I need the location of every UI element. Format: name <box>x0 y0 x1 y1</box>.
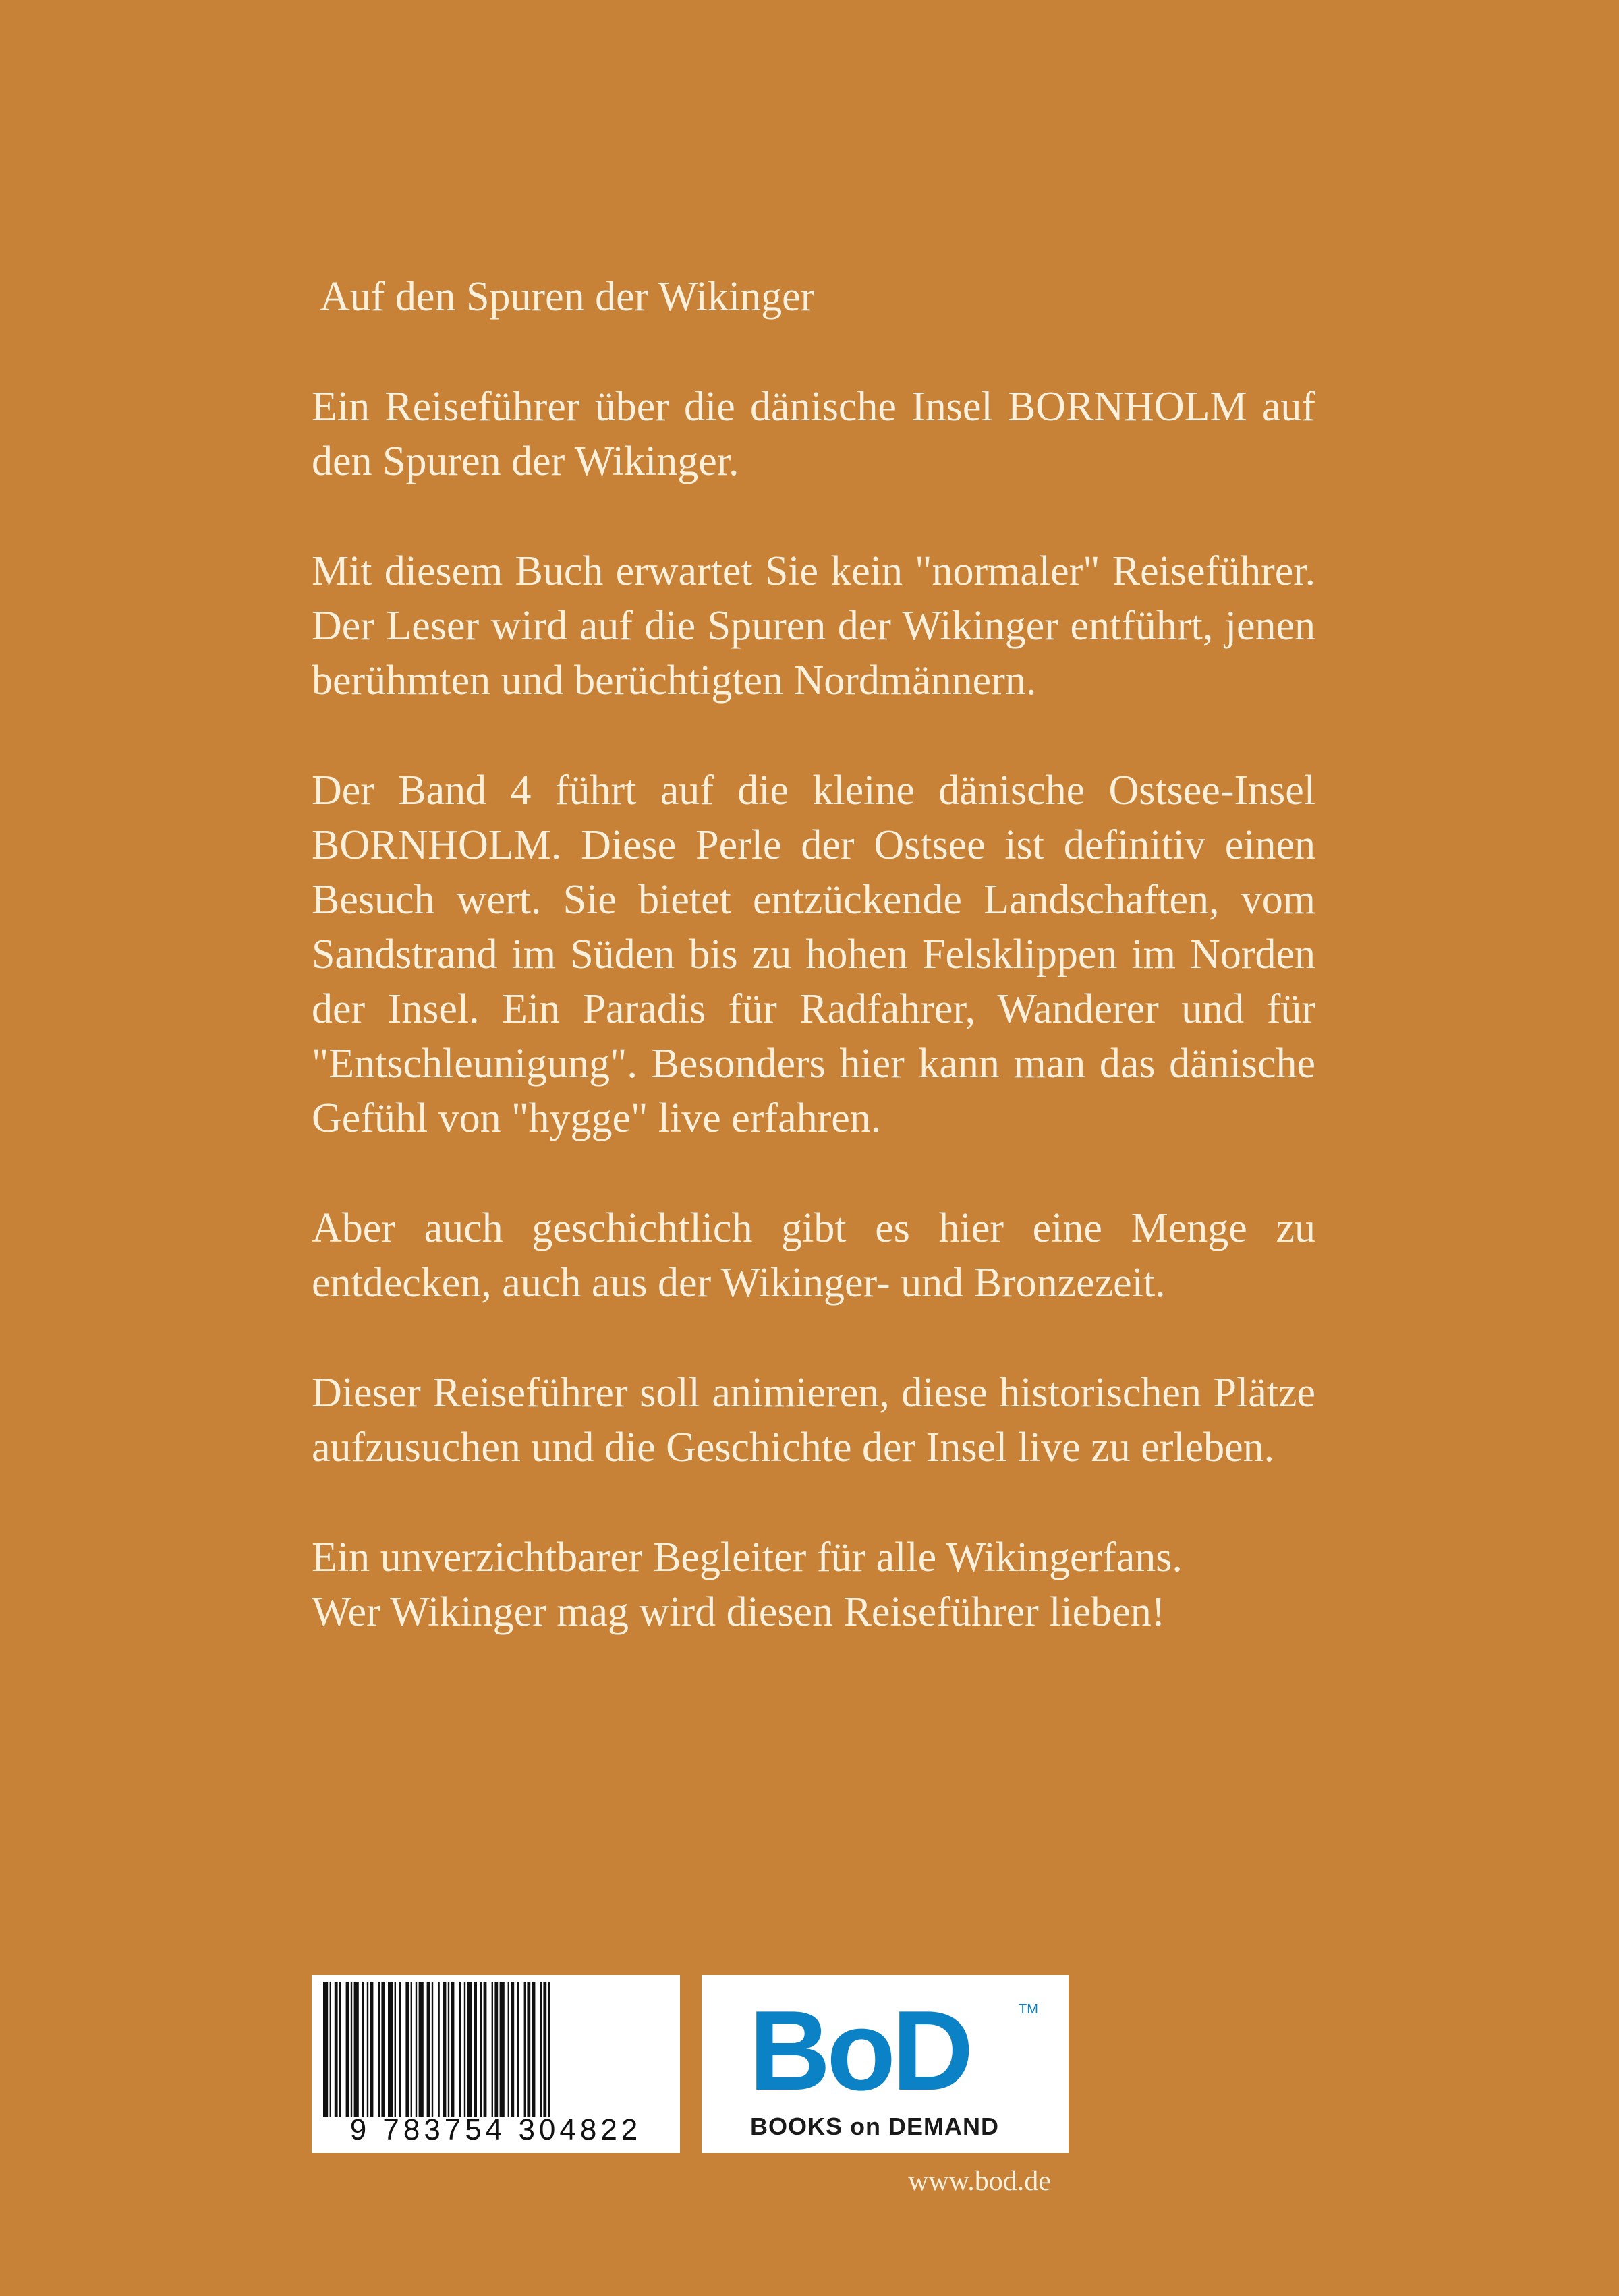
barcode-bars <box>323 1982 669 2117</box>
barcode-bar <box>492 1982 493 2117</box>
barcode-bar <box>524 1982 526 2117</box>
barcode-bar <box>432 1982 433 2117</box>
barcode-bar <box>508 1982 509 2117</box>
barcode-bar <box>367 1982 368 2117</box>
back-cover-text <box>312 270 1315 1695</box>
barcode-bar <box>540 1982 542 2117</box>
barcode-bar <box>443 1982 447 2117</box>
barcode-bar <box>416 1982 417 2117</box>
barcode-bar <box>405 1982 409 2117</box>
book-title: Auf den Spuren der Wikinger <box>320 274 815 320</box>
barcode-bar <box>500 1982 505 2117</box>
barcode-bar <box>543 1982 546 2117</box>
paragraph-bornholm: Der Band 4 führt auf die kleine dänische Ostsee-Insel BORNHOLM. Diese Perle der Ostsee ist definitiv einen Besuch wert. Sie bietet entzückende Landschaften, vom Sandstrand im Süden bis zu hohen Felsklippen im Norden der Insel. Ein Paradis für Radfahrer, Wanderer und für "Entschleunigung". Besonders hier kann man das dänische Gefühl von "hygge" live erfahren. <box>312 768 1315 1141</box>
publisher-logo <box>702 1975 1069 2153</box>
barcode-bar <box>464 1982 465 2117</box>
barcode-bar <box>484 1982 487 2117</box>
barcode-bar <box>346 1982 349 2117</box>
barcode-bar <box>395 1982 396 2117</box>
barcode-bar <box>517 1982 519 2117</box>
barcode-bar <box>438 1982 439 2117</box>
barcode-bar <box>335 1982 338 2117</box>
barcode-bar <box>399 1982 401 2117</box>
paragraph-expectation: Mit diesem Buch erwartet Sie kein "normaler" Reiseführer. Der Leser wird auf die Spuren der Wikinger entführt, jenen berühmten und berüchtigten Nordmännern. <box>312 548 1315 704</box>
barcode-bar <box>427 1982 430 2117</box>
paragraph-closing <box>312 1530 1315 1640</box>
paragraph-history: Aber auch geschichtlich gibt es hier eine Menge zu entdecken, auch aus der Wikinger- und Bronzezeit. <box>312 1205 1315 1306</box>
trademark-symbol: TM <box>1019 2002 1038 2017</box>
barcode-bar <box>330 1982 331 2117</box>
barcode-bar <box>381 1982 385 2117</box>
bod-logo-mark: BoD <box>749 1987 970 2114</box>
isbn-barcode <box>312 1975 680 2153</box>
barcode-bar <box>378 1982 380 2117</box>
barcode-bar <box>548 1982 550 2117</box>
barcode-bar <box>527 1982 530 2117</box>
barcode-bar <box>532 1982 536 2117</box>
barcode-bar <box>448 1982 449 2117</box>
isbn-digits: 9 783754 304822 <box>349 2113 642 2146</box>
logo-tagline: BOOKS on DEMAND <box>750 2113 999 2140</box>
barcode-bar <box>351 1982 352 2117</box>
barcode-bar <box>388 1982 393 2117</box>
barcode-bar <box>467 1982 472 2117</box>
barcode-bar <box>494 1982 498 2117</box>
barcode-bar <box>362 1982 364 2117</box>
barcode-bar <box>474 1982 477 2117</box>
paragraph-purpose: Dieser Reiseführer soll animieren, diese historischen Plätze aufzusuchen und die Geschichte der Insel live zu erleben. <box>312 1370 1315 1470</box>
paragraph-intro: Ein Reiseführer über die dänische Insel BORNHOLM auf den Spuren der Wikinger. <box>312 384 1315 484</box>
barcode-bar <box>354 1982 359 2117</box>
barcode-bar <box>451 1982 455 2117</box>
barcode-bar <box>411 1982 412 2117</box>
barcode-bar <box>511 1982 514 2117</box>
barcode-bar <box>419 1982 424 2117</box>
closing-line-1: Ein unverzichtbarer Begleiter für alle Wikingerfans. <box>312 1534 1183 1580</box>
barcode-bar <box>459 1982 461 2117</box>
barcode-bar <box>370 1982 374 2117</box>
barcode-bar <box>323 1982 328 2117</box>
barcode-bar <box>480 1982 482 2117</box>
publisher-website: www.bod.de <box>908 2166 1051 2197</box>
closing-line-2: Wer Wikinger mag wird diesen Reiseführer lieben! <box>312 1589 1166 1635</box>
barcode-bar <box>339 1982 341 2117</box>
